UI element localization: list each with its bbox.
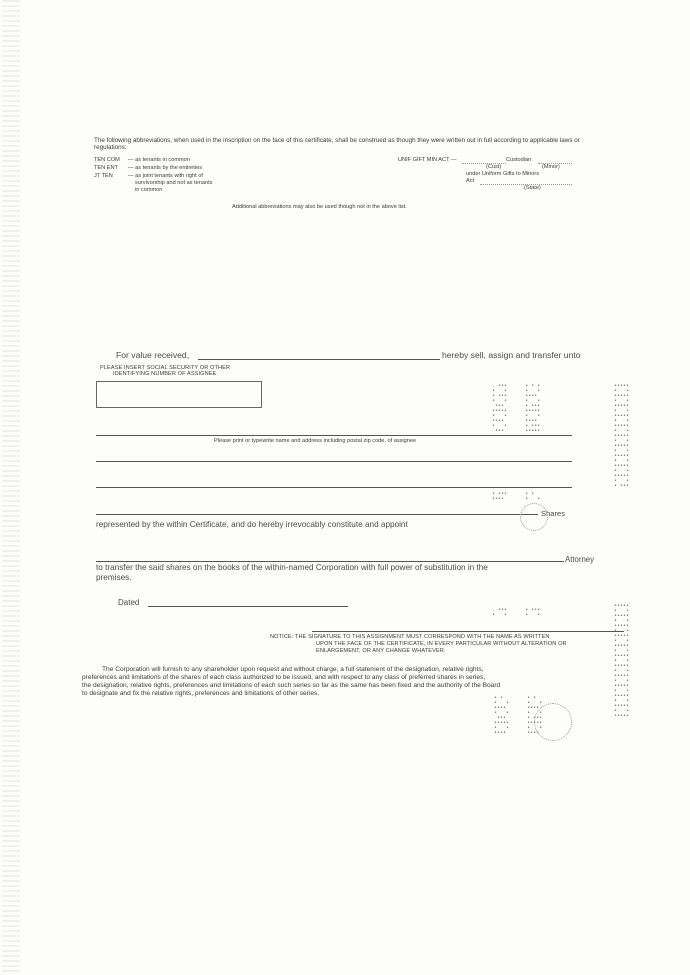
custodian-label: Custodian bbox=[506, 157, 532, 163]
for-value-received: For value received, bbox=[116, 350, 190, 360]
additional-abbreviations: Additional abbreviations may also be used though not in the above list. bbox=[232, 204, 407, 210]
shares-label: Shares bbox=[541, 509, 566, 518]
scan-edge-artifact bbox=[2, 0, 20, 975]
abbreviations-intro: The following abbreviations, when used in the inscription on the face of this certificate, shall be construed as though they were written out in full according to applicable laws or regulations: bbox=[94, 137, 580, 152]
premises-text: premises. bbox=[96, 573, 132, 582]
notice-line-1: NOTICE: THE SIGNATURE TO THIS ASSIGNMENT MUST CORRESPOND WITH THE NAME AS WRITTEN bbox=[270, 634, 550, 640]
abbr-code: JT TEN bbox=[94, 173, 113, 179]
act-label: Act bbox=[466, 178, 475, 184]
abbr-meaning: — as joint tenants with right of bbox=[128, 173, 203, 179]
corporation-statement-4: to designate and fix the relative rights, preferences and limitations of other series. bbox=[82, 690, 320, 697]
ssn-instruction-2: IDENTIFYING NUMBER OF ASSIGNEE bbox=[113, 371, 217, 377]
under-uniform-label: under Uniform Gifts to Minors bbox=[466, 171, 540, 177]
minor-label: (Minor) bbox=[542, 164, 560, 170]
security-dot-pattern: • • • • • • • • •••• •••• • • • • ••• • ••• ••••• ••••• • • • • •••• •••• bbox=[494, 695, 543, 736]
abbr-ten-ent bbox=[94, 165, 202, 172]
notice-line-2: UPON THE FACE OF THE CERTIFICATE, IN EVERY PARTICULAR WITHOUT ALTERATION OR bbox=[316, 641, 567, 647]
abbr-code: TEN ENT bbox=[94, 165, 118, 171]
corporation-statement-3: the designation, relative rights, preferences and limitations of each such series so far as the same has been fixed and the authority of the Board bbox=[82, 682, 501, 689]
state-label: (State) bbox=[524, 185, 541, 191]
security-dot-pattern: . ••• • • • • • • • • ••• •••• • • • • ••• • ••• ••••• ••••• • • • • •••• •••• • • • ••• ••• ••••• bbox=[492, 383, 541, 434]
security-dot-pattern: • ••• • • •••• • • bbox=[492, 491, 541, 502]
abbr-code: TEN COM bbox=[94, 157, 120, 163]
represented-statement: represented by the within Certificate, and do hereby irrevocably constitute and appoint bbox=[96, 520, 408, 529]
print-name-address-note: Please print or typewrite name and address including postal zip code, of assignee bbox=[214, 438, 417, 444]
abbr-jt-ten bbox=[94, 173, 203, 180]
ssn-input-box[interactable] bbox=[96, 381, 262, 408]
abbr-meaning: — as tenants by the entireties bbox=[128, 165, 203, 171]
corporation-statement-2: preferences and limitations of the shares of each class authorized to be issued, and with respect to any class of preferred shares in series, bbox=[82, 674, 486, 681]
corporation-statement-1: The Corporation will furnish to any shareholder upon request and without charge, a full statement of the designation, relative rights, bbox=[102, 666, 484, 673]
embossed-seal-mark bbox=[520, 503, 548, 531]
abbr-jt-ten-cont1: survivorship and not as tenants bbox=[135, 180, 213, 186]
dated-label: Dated bbox=[118, 598, 140, 607]
security-dot-pattern: ••••• • • ••••• • • ••••• • • ••••• • • ••••• • • ••••• • • ••••• • • ••••• • • ••••• • • ••••• • • ••••• • • ••••• bbox=[614, 603, 630, 719]
unif-gift-label: UNIF GIFT MIN ACT — bbox=[398, 157, 457, 163]
security-dot-pattern: ••••• • • ••••• • • ••••• • • ••••• • • ••••• • • ••••• • • ••••• • • ••••• • • ••••• • • ••••• • • • ••• bbox=[614, 383, 630, 489]
abbr-jt-ten-cont2: in common bbox=[135, 187, 163, 193]
abbr-ten-com bbox=[94, 157, 190, 164]
transfer-statement: to transfer the said shares on the books of the within-named Corporation with full power of substitution in the bbox=[96, 563, 488, 572]
notice-line-3: ENLARGEMENT, OR ANY CHANGE WHATEVER. bbox=[316, 648, 446, 654]
attorney-label: Attorney bbox=[565, 555, 595, 564]
abbr-meaning: — as tenants in common bbox=[128, 157, 190, 163]
security-dot-pattern: . ••• • ••• • • • • bbox=[492, 607, 541, 618]
hereby-sell-assign: hereby sell, assign and transfer unto bbox=[442, 350, 581, 360]
ssn-instruction-1: PLEASE INSERT SOCIAL SECURITY OR OTHER bbox=[100, 365, 231, 371]
cust-label: (Cust) bbox=[486, 164, 502, 170]
